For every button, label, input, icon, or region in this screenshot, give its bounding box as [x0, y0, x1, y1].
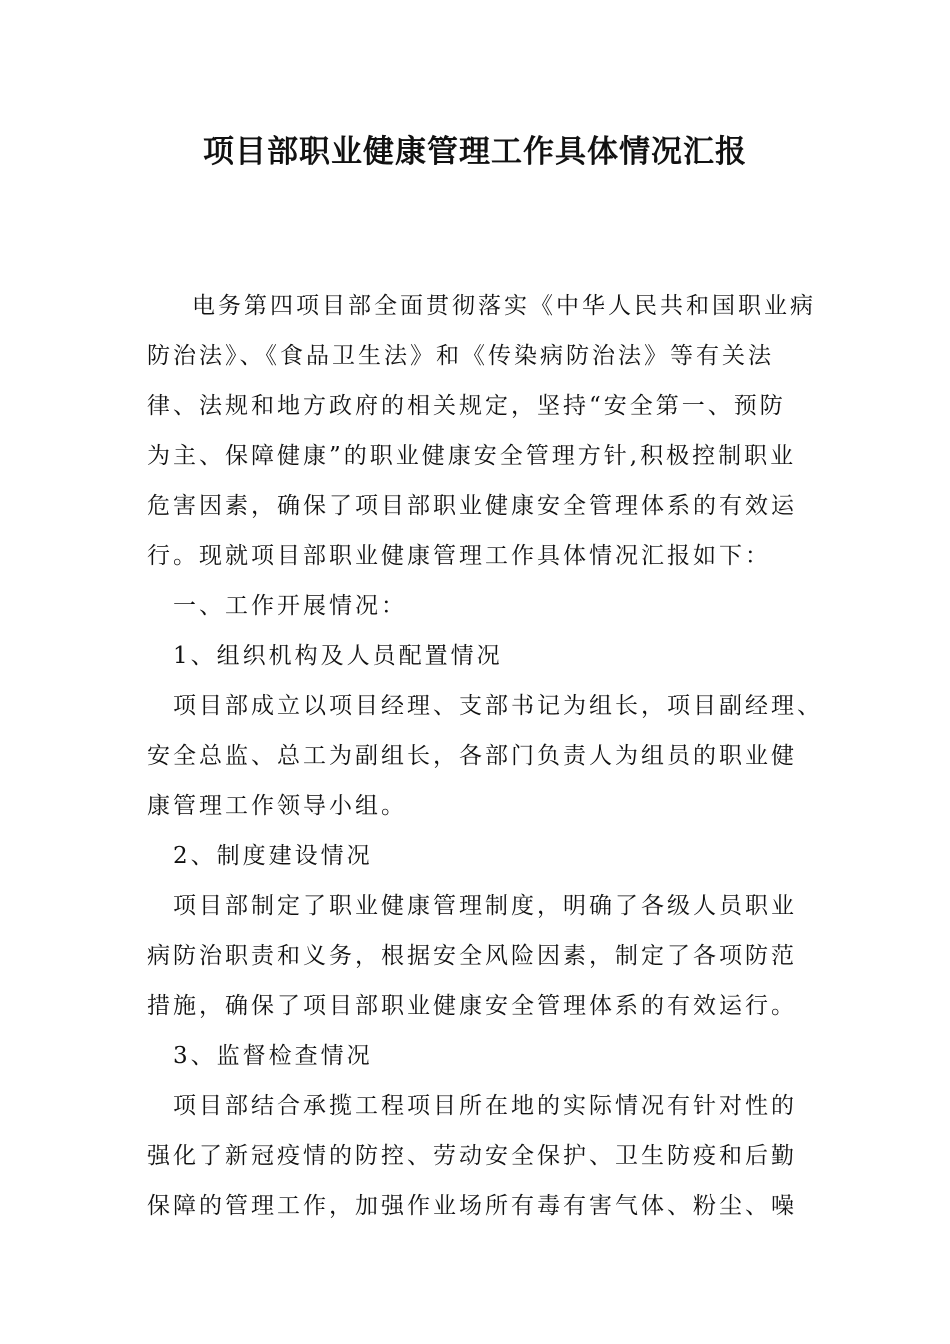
body-line: [147, 1181, 815, 1231]
line-text: 项目部成立以项目经理、支部书记为组长，项目副经理、: [173, 693, 823, 719]
line-text: 保障的管理工作，加强作业场所有毒有害气体、粉尘、噪: [147, 1193, 797, 1219]
body-line: [147, 481, 815, 531]
line-text: 为主、保障健康”的职业健康安全管理方针,积极控制职业: [147, 443, 797, 469]
subsection-heading: [147, 631, 815, 681]
body-line: [147, 931, 815, 981]
line-text: 律、法规和地方政府的相关规定，坚持“安全第一、预防: [147, 393, 786, 419]
line-text: 项目部制定了职业健康管理制度，明确了各级人员职业: [173, 893, 797, 919]
line-text: 行。现就项目部职业健康管理工作具体情况汇报如下：: [147, 543, 771, 569]
line-text: 2、制度建设情况: [173, 843, 373, 869]
body-line: [147, 781, 815, 831]
subsection-heading: [147, 831, 815, 881]
document-title: 项目部职业健康管理工作具体情况汇报: [203, 134, 747, 170]
line-text: 安全总监、总工为副组长，各部门负责人为组员的职业健: [147, 743, 797, 769]
body-line: [147, 531, 815, 581]
body-line: [147, 431, 815, 481]
subsection-heading: [147, 1031, 815, 1081]
line-text: 措施，确保了项目部职业健康安全管理体系的有效运行。: [147, 993, 797, 1019]
line-text: 一、工作开展情况：: [173, 593, 407, 619]
line-text: 防治法》、《食品卫生法》和《传染病防治法》等有关法: [147, 343, 774, 369]
line-text: 1、组织机构及人员配置情况: [173, 643, 503, 669]
document-body: [147, 281, 823, 1231]
body-line: [147, 981, 815, 1031]
body-line: [147, 881, 815, 931]
line-text: 3、监督检查情况: [173, 1043, 373, 1069]
section-heading: [147, 581, 815, 631]
line-text: 危害因素，确保了项目部职业健康安全管理体系的有效运: [147, 493, 797, 519]
line-text: 项目部结合承揽工程项目所在地的实际情况有针对性的: [173, 1093, 797, 1119]
line-text: 病防治职责和义务，根据安全风险因素，制定了各项防范: [147, 943, 797, 969]
body-line: [147, 731, 815, 781]
body-line: [147, 331, 815, 381]
body-line: [147, 381, 815, 431]
body-line: [147, 281, 815, 331]
body-line: [147, 681, 823, 731]
line-text: 电务第四项目部全面贯彻落实《中华人民共和国职业病: [192, 293, 816, 319]
line-text: 康管理工作领导小组。: [147, 793, 407, 819]
line-text: 强化了新冠疫情的防控、劳动安全保护、卫生防疫和后勤: [147, 1143, 797, 1169]
body-line: [147, 1081, 815, 1131]
body-line: [147, 1131, 815, 1181]
